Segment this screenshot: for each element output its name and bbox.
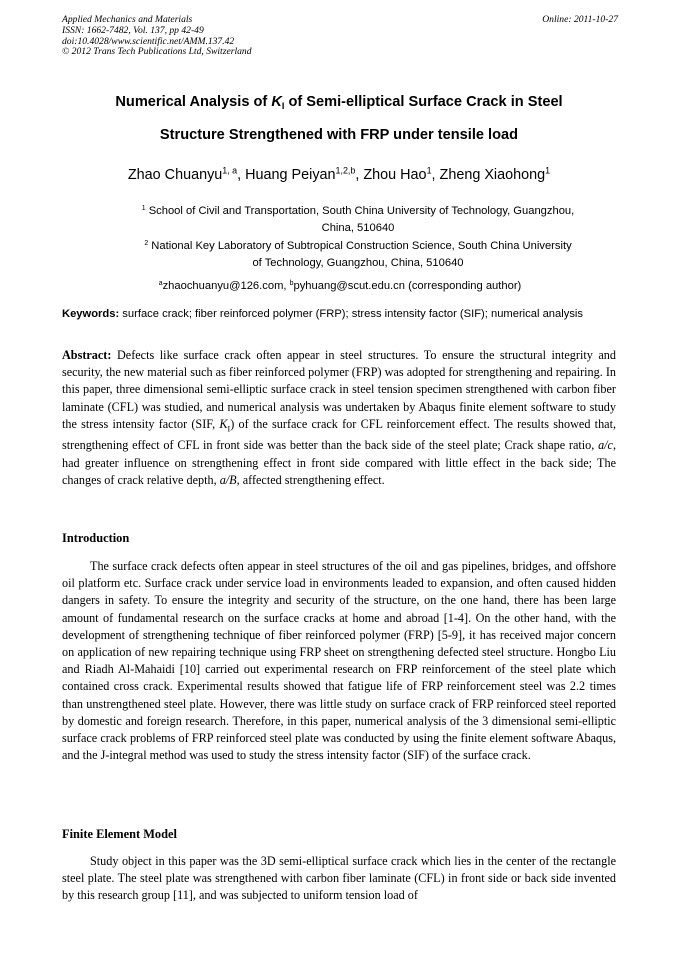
author-affiliation-mark: 1,2,b <box>335 165 356 176</box>
introduction-paragraph: The surface crack defects often appear in steel structures of the oil and gas pipelines, bridges, and offshore oil platform etc. Surface crack under service load in environments leaded to expansion, and often caused hidden dangers in safety. To ensure the integrity and security of the structure, on the one hand, there has been large amount of fundamental research on the surface cracks at home and abroad [1-4]. On the other hand, with the development of strengthening technique of fiber reinforced polymer (FRP) [5-9], it has received major concern on application of new repairing technique using FRP sheet on strengthening defected steel structure. Hongbo Liu and Riadh Al-Mahaidi [10] carried out experimental research on FRP reinforcement of the steel plate which contained cross crack. Experimental results showed that fatigue life of FRP reinforcement steel was 2.2 times than unstrengthened steel plate. However, there was little study on surface crack of FRP reinforced steel reported by domestic and foreign research. Therefore, in this paper, numerical analysis of the 3 dimensional semi-elliptic surface crack problems of FRP reinforced steel plate was conducted by using the finite element software Abaqus, and the J-integral method was used to study the stress intensity factor (SIF) of the surface crack. <box>62 559 616 763</box>
author-separator: , <box>431 167 440 183</box>
section-heading-introduction: Introduction <box>62 531 130 545</box>
keywords-text: surface crack; fiber reinforced polymer (FRP); stress intensity factor (SIF); numerical analysis <box>119 308 583 320</box>
email-b[interactable]: pyhuang@scut.edu.cn (corresponding author) <box>293 280 522 292</box>
abstract-k-symbol: K <box>219 416 228 431</box>
paper-title-line-2: Structure Strengthened with FRP under tensile load <box>159 127 519 143</box>
email-b-mark: b <box>289 279 294 287</box>
journal-name: Applied Mechanics and Materials <box>62 14 193 25</box>
abstract-text: , affected strengthening effect. <box>236 472 385 487</box>
author-separator: , <box>355 167 364 183</box>
copyright-line: © 2012 Trans Tech Publications Ltd, Switzerland <box>62 46 252 58</box>
keywords-label: Keywords: <box>62 308 120 320</box>
abstract-ac-symbol: a/c <box>598 438 613 453</box>
author-name: Huang Peiyan <box>245 167 336 183</box>
affiliation-1-line-1 <box>108 203 608 220</box>
affiliation-1-mark: 1 <box>141 204 146 212</box>
author-separator: , <box>237 167 246 183</box>
author-name: Zhao Chuanyu <box>127 167 223 183</box>
affiliation-2-line-2: of Technology, Guangzhou, China, 510640 <box>252 257 464 269</box>
affiliation-1-line-2: China, 510640 <box>321 222 395 234</box>
abstract-k-subscript: I <box>227 424 231 434</box>
keywords <box>62 306 616 322</box>
title-k-subscript: I <box>281 101 285 111</box>
email-a-mark: a <box>158 279 163 287</box>
author-name: Zheng Xiaohong <box>439 167 546 183</box>
abstract <box>62 347 616 489</box>
abstract-ab-symbol: a/B <box>219 472 237 487</box>
affiliation-2-mark: 2 <box>144 239 149 247</box>
finite-element-model-paragraph: Study object in this paper was the 3D semi-elliptical surface crack which lies in the center of the rectangle steel plate. The steel plate was strengthened with carbon fiber laminate (CFL) in front side or back side invented by this research group [11], and was subjected to uniform tension load of <box>62 854 616 903</box>
affiliation-2-line-1 <box>108 238 608 255</box>
abstract-text: ) of the surface crack for CFL reinforcement effect. The results showed that, strengthening effect of CFL in front side was better than the back side of the steel plate; Crack shape ratio, <box>62 416 617 453</box>
author-list <box>40 167 638 183</box>
abstract-text: Defects like surface crack often appear in steel structures. To ensure the structural integrity and security, the new material such as fiber reinforced polymer (FRP) was adopted for strengthening and repairing. In this paper, three dimensional semi-elliptic surface crack in steel tension specimen strengthened with carbon fiber laminate (CFL) was studied, and numerical analysis was undertaken by Abaqus finite element software to study the stress intensity factor (SIF, <box>62 348 616 431</box>
affiliation-1 <box>108 203 608 237</box>
title-text-post: of Semi-elliptical Surface Crack in Steel <box>284 94 563 110</box>
issn-line: ISSN: 1662-7482, Vol. 137, pp 42-49 <box>62 24 204 36</box>
doi-link[interactable]: doi:10.4028/www.scientific.net/AMM.137.42 <box>62 35 235 47</box>
author-affiliation-mark: 1 <box>426 165 432 176</box>
affiliation-2 <box>108 238 608 272</box>
author-name: Zhou Hao <box>363 167 427 183</box>
affiliation-1-text: School of Civil and Transportation, South China University of Technology, Guangzhou, <box>148 205 575 217</box>
author-affiliation-mark: 1, a <box>222 165 238 176</box>
section-heading-finite-element-model: Finite Element Model <box>62 827 177 841</box>
paper-title-line-1 <box>40 94 638 110</box>
email-a[interactable]: zhaochuanyu@126.com, <box>162 280 290 292</box>
author-affiliation-mark: 1 <box>545 165 551 176</box>
title-k-symbol: K <box>271 94 282 110</box>
abstract-label: Abstract: <box>62 348 112 362</box>
abstract-text: , had greater influence on strengthening effect in front side compared with little effect in the back side; The changes of crack relative depth, <box>62 438 616 487</box>
online-date: Online: 2011-10-27 <box>542 14 618 25</box>
email-line <box>100 278 580 295</box>
affiliation-2-text: National Key Laboratory of Subtropical Construction Science, South China University <box>151 240 572 252</box>
title-text-pre: Numerical Analysis of <box>115 94 272 110</box>
journal-header <box>62 15 618 58</box>
